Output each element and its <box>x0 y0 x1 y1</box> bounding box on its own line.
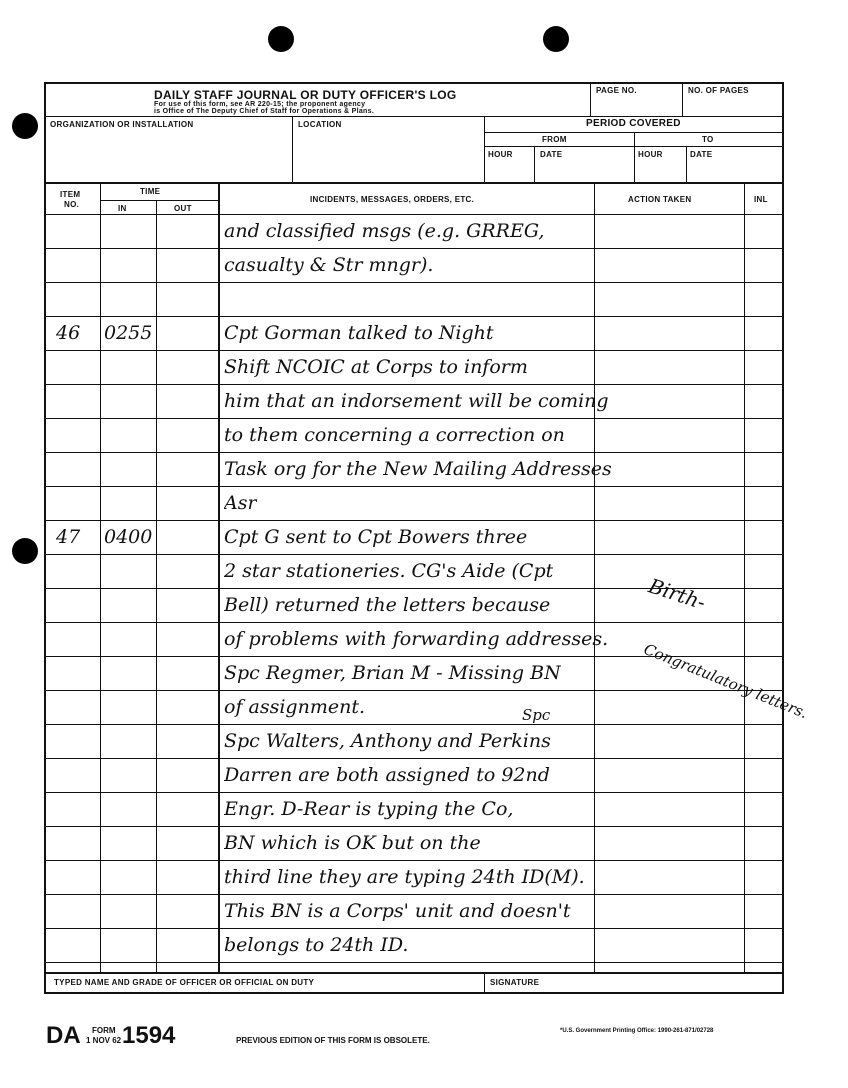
row-rule <box>46 452 784 453</box>
item-no-label-1: ITEM <box>60 190 81 199</box>
row-rule <box>46 758 784 759</box>
entry-text: Engr. D-Rear is typing the Co, <box>224 798 514 820</box>
organization-label: ORGANIZATION OR INSTALLATION <box>50 120 194 129</box>
entry-text: BN which is OK but on the <box>224 832 481 854</box>
typed-name-label: TYPED NAME AND GRADE OF OFFICER OR OFFICIAL ON DUTY <box>54 978 315 987</box>
entry-text: 2 star stationeries. CG's Aide (Cpt <box>224 560 554 582</box>
form-id-da: DA <box>46 1022 81 1049</box>
location-label: LOCATION <box>298 120 342 129</box>
entry-text: Shift NCOIC at Corps to inform <box>224 356 528 378</box>
entry-text: Task org for the New Mailing Addresses <box>224 458 612 480</box>
row-rule <box>46 792 784 793</box>
entry-text: third line they are typing 24th ID(M). <box>224 866 585 888</box>
entry-text: Bell) returned the letters because <box>224 594 551 616</box>
time-in-label: IN <box>118 204 127 213</box>
from-date-label: DATE <box>540 150 563 159</box>
binder-hole-left-lower <box>12 538 38 564</box>
entry-text: Spc Regmer, Brian M - Missing BN <box>224 662 561 684</box>
previous-edition-note: PREVIOUS EDITION OF THIS FORM IS OBSOLETE. <box>236 1036 430 1045</box>
entry-text: of problems with forwarding addresses. <box>224 628 609 650</box>
form-subtitle-1: For use of this form, see AR 220-15; the proponent agency <box>154 101 366 108</box>
annotation-spc-insert: Spc <box>522 706 551 724</box>
page-no-label: PAGE NO. <box>596 86 637 95</box>
row-rule <box>46 860 784 861</box>
from-label: FROM <box>542 135 567 144</box>
row-rule <box>46 248 784 249</box>
entry-text: him that an indorsement will be coming <box>224 390 609 412</box>
entry-item-no: 46 <box>56 322 81 344</box>
row-rule <box>46 826 784 827</box>
time-label: TIME <box>140 187 161 196</box>
form-id-number: 1594 <box>122 1022 176 1049</box>
form-id <box>46 1022 81 1050</box>
row-rule <box>46 384 784 385</box>
time-out-label: OUT <box>174 204 192 213</box>
row-rule <box>46 724 784 725</box>
action-birth-note: Birth- <box>645 573 709 615</box>
printing-office-note: *U.S. Government Printing Office: 1990-261-871/02728 <box>560 1028 714 1034</box>
row-rule <box>46 894 784 895</box>
entry-text: Asr <box>224 492 257 514</box>
entry-item-no: 47 <box>56 526 81 548</box>
row-rule <box>46 690 784 691</box>
binder-hole-left-upper <box>12 113 38 139</box>
row-rule <box>46 520 784 521</box>
entry-text: Darren are both assigned to 92nd <box>224 764 550 786</box>
row-rule <box>46 486 784 487</box>
binder-hole-top-right <box>543 26 569 52</box>
row-rule <box>46 962 784 963</box>
form-id-form-word: FORM <box>92 1026 116 1035</box>
action-congratulatory-note: Congratulatory letters. <box>641 640 811 723</box>
entry-text: Cpt Gorman talked to Night <box>224 322 494 344</box>
entry-text: to them concerning a correction on <box>224 424 565 446</box>
duty-log-form <box>44 82 784 994</box>
entry-text: Spc Walters, Anthony and Perkins <box>224 730 551 752</box>
entry-text: This BN is a Corps' unit and doesn't <box>224 900 571 922</box>
no-of-pages-label: NO. OF PAGES <box>688 86 749 95</box>
binder-hole-top-left <box>268 26 294 52</box>
row-rule <box>46 418 784 419</box>
entry-text: and classified msgs (e.g. GRREG, <box>224 220 545 242</box>
period-covered-label: PERIOD COVERED <box>586 118 681 129</box>
to-hour-label: HOUR <box>638 150 663 159</box>
form-title: DAILY STAFF JOURNAL OR DUTY OFFICER'S LOG <box>154 88 457 102</box>
signature-label: SIGNATURE <box>490 978 540 987</box>
entry-text: belongs to 24th ID. <box>224 934 409 956</box>
row-rule <box>46 316 784 317</box>
from-hour-label: HOUR <box>488 150 513 159</box>
to-date-label: DATE <box>690 150 713 159</box>
incidents-label: INCIDENTS, MESSAGES, ORDERS, ETC. <box>310 195 475 204</box>
entry-time-in: 0255 <box>104 322 153 344</box>
row-rule <box>46 282 784 283</box>
entry-time-in: 0400 <box>104 526 153 548</box>
entry-text: Cpt G sent to Cpt Bowers three <box>224 526 528 548</box>
entry-text: of assignment. <box>224 696 365 718</box>
form-id-date: 1 NOV 62 <box>86 1036 122 1045</box>
row-rule <box>46 928 784 929</box>
action-taken-label: ACTION TAKEN <box>628 195 692 204</box>
row-rule <box>46 350 784 351</box>
row-rule <box>46 554 784 555</box>
inl-label: INL <box>754 195 768 204</box>
item-no-label-2: NO. <box>64 200 80 209</box>
row-rule <box>46 622 784 623</box>
to-label: TO <box>702 135 714 144</box>
form-subtitle-2: is Office of The Deputy Chief of Staff for Operations & Plans. <box>154 108 375 115</box>
entry-text: casualty & Str mngr). <box>224 254 434 276</box>
